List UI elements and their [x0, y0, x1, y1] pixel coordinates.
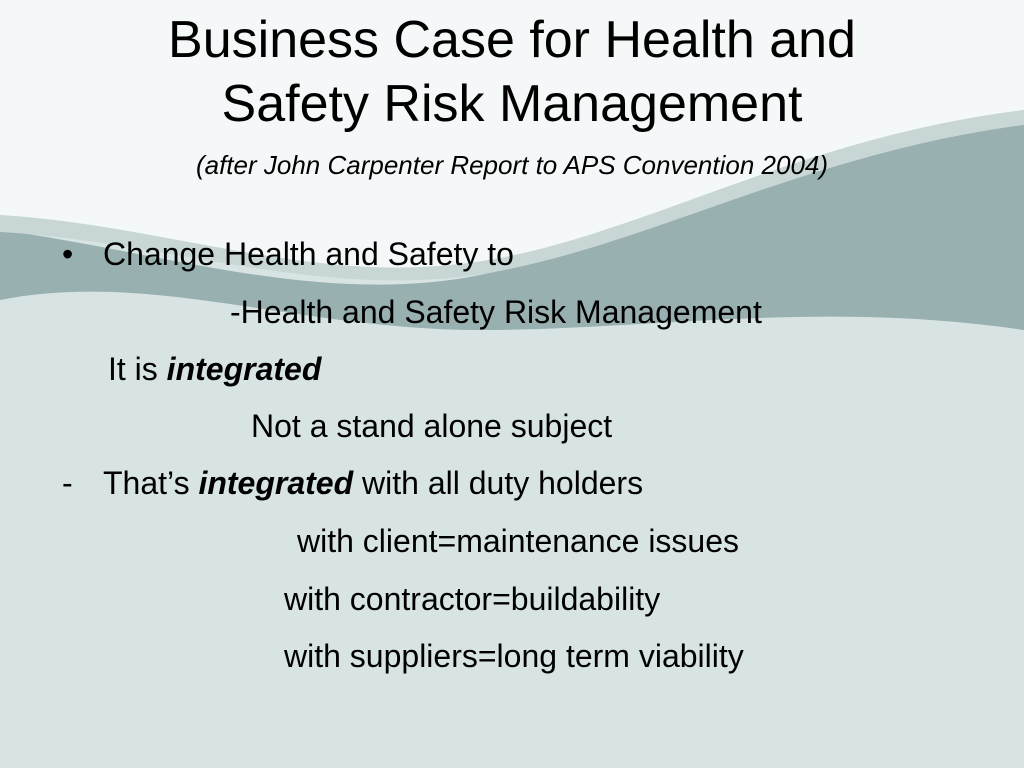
body-line-2: -Health and Safety Risk Management: [230, 294, 762, 330]
line-3-prefix: It is: [108, 351, 167, 387]
slide-title-line-2: Safety Risk Management: [221, 75, 803, 133]
body-line-8: with suppliers=long term viability: [284, 638, 744, 674]
dash-marker: -: [62, 465, 73, 501]
body-line-7: with contractor=buildability: [284, 581, 661, 617]
body-line-1: Change Health and Safety to: [103, 236, 514, 272]
body-line-6: with client=maintenance issues: [297, 523, 740, 559]
bullet-marker: •: [62, 236, 74, 272]
body-line-3: [108, 349, 321, 389]
line-5-suffix: with all duty holders: [353, 465, 644, 501]
line-3-emphasis: integrated: [166, 351, 322, 387]
line-5-emphasis: integrated: [198, 465, 354, 501]
slide-title-line-1: Business Case for Health and: [168, 11, 856, 69]
slide-subtitle: (after John Carpenter Report to APS Convention 2004): [195, 150, 829, 180]
line-5-prefix: That’s: [103, 465, 199, 501]
body-line-5: [103, 463, 643, 503]
body-line-4: Not a stand alone subject: [251, 408, 613, 444]
